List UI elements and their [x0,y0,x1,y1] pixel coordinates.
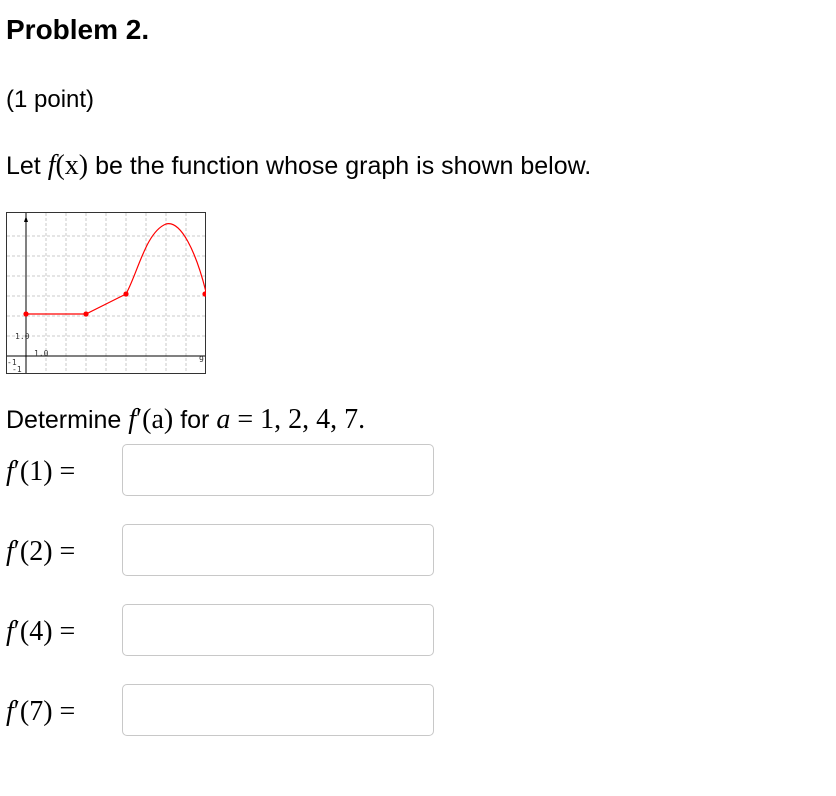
a-variable: a [216,404,231,435]
answer-input-f-prime-2[interactable] [122,524,434,576]
answer-input-f-prime-4[interactable] [122,604,434,656]
answer-arg: ′(7) = [13,696,76,727]
answer-row-2 [6,524,446,582]
determine-instruction [6,404,365,436]
y-min-label: -1 [12,365,22,374]
statement-text-before: Let [6,152,48,180]
function-graph [6,212,206,374]
answer-input-f-prime-7[interactable] [122,684,434,736]
function-notation [48,150,88,181]
answer-label-1 [6,456,75,488]
answer-func: f [6,536,14,567]
answer-row-1 [6,444,446,502]
answer-arg: ′(2) = [13,536,76,567]
determine-text: Determine [6,406,129,434]
x-tick-label: 1.0 [34,349,49,358]
answer-func: f [6,456,14,487]
x-min-label: -1 [7,358,17,367]
curve-point [123,291,128,296]
answer-label-2 [6,536,75,568]
answer-input-f-prime-1[interactable] [122,444,434,496]
problem-points: (1 point) [6,86,95,113]
answer-arg: ′(4) = [13,616,76,647]
answer-label-4 [6,696,75,728]
a-values-list: = 1, 2, 4, 7. [230,404,366,435]
statement-text-after: be the function whose graph is shown below. [88,152,592,180]
answer-row-3 [6,604,446,662]
derivative-arg: ′(a) [136,404,174,435]
x-max-label: 9 [199,355,204,364]
function-name: f [47,150,56,181]
curve-point [23,311,28,316]
function-arg: (x) [55,150,89,181]
y-tick-label: 1.0 [15,332,30,341]
problem-title: Problem 2. [6,14,150,45]
problem-statement [6,150,591,182]
a-values [216,404,365,435]
answer-row-4 [6,684,446,742]
answer-label-3 [6,616,75,648]
derivative-func: f [128,404,137,435]
curve-point [83,311,88,316]
determine-for-text: for [173,406,217,434]
answer-arg: ′(1) = [13,456,76,487]
answer-func: f [6,696,14,727]
answer-func: f [6,616,14,647]
derivative-notation [128,404,173,435]
